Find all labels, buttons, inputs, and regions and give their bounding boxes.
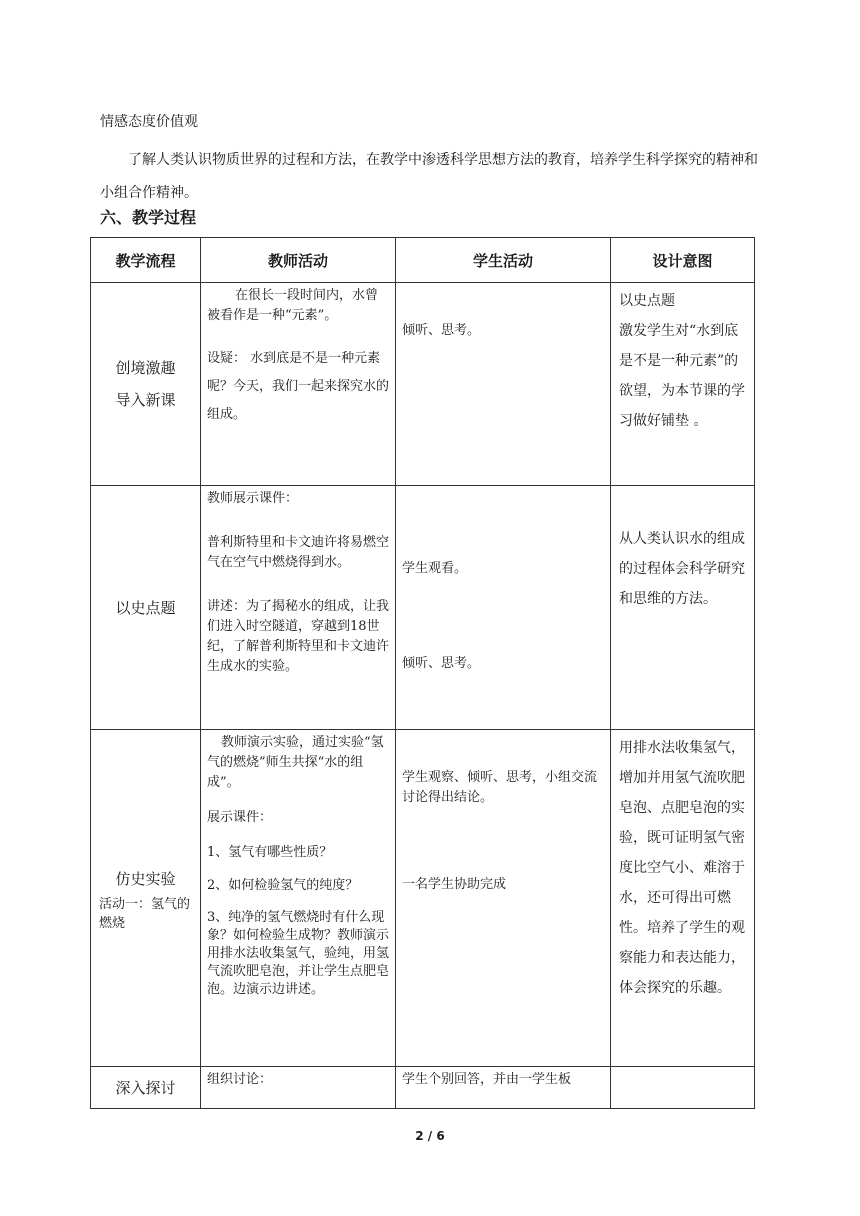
table-row [91,1067,755,1109]
row2-intent: 从人类认识水的组成的过程体会科学研究和思维的方法。 [611,486,755,730]
header-teacher: 教师活动 [201,238,396,283]
section-title: 六、教学过程 [100,208,197,227]
row4-flow: 深入探讨 [91,1067,201,1109]
teaching-process-table [90,237,755,1109]
row1-student: 倾听、思考。 [396,283,611,486]
table-row [91,486,755,730]
row4-intent [611,1067,755,1109]
page-number: 2 / 6 [415,1129,445,1143]
row3-student: 学生观察、倾听、思考，小组交流讨论得出结论。 一名学生协助完成 [396,730,611,1067]
table-row [91,730,755,1067]
row1-teacher: 在很长一段时间内，水曾被看作是一种“元素”。 设疑： 水到底是不是一种元素呢？今天，我们一起来探究水的组成。 [201,283,396,486]
row1-intent: 以史点题 激发学生对“水到底是不是一种元素”的欲望，为本节课的学习做好铺垫 。 [611,283,755,486]
header-intent: 设计意图 [611,238,755,283]
table-header-row [91,238,755,283]
row2-teacher: 教师展示课件： 普利斯特里和卡文迪许将易燃空气在空气中燃烧得到水。 讲述：为了揭秘水的组成，让我们进入时空隧道，穿越到18世纪，了解普利斯特里和卡文迪许生成水的实验。 [201,486,396,730]
header-student: 学生活动 [396,238,611,283]
header-flow: 教学流程 [91,238,201,283]
row3-flow: 仿史实验 活动一：氢气的燃烧 [91,730,201,1067]
row2-flow: 以史点题 [91,486,201,730]
row3-teacher: 教师演示实验，通过实验“氢气的燃烧”师生共探“水的组成”。 展示课件： 1、氢气有哪些性质？ 2、如何检验氢气的纯度？ 3、纯净的氢气燃烧时有什么现象？如何检验生成物？教师演示用排水法收集氢气，验纯，用氢气流吹肥皂泡，并让学生点肥皂泡。边演示边讲述。 [201,730,396,1067]
row1-flow: 创境激趣 导入新课 [91,283,201,486]
table-row [91,283,755,486]
row4-student: 学生个别回答，并由一学生板 [396,1067,611,1109]
row3-intent: 用排水法收集氢气，增加并用氢气流吹肥皂泡、点肥皂泡的实验，既可证明氢气密度比空气小、难溶于水，还可得出可燃性。培养了学生的观察能力和表达能力，体会探究的乐趣。 [611,730,755,1067]
row4-teacher: 组织讨论： [201,1067,396,1109]
row2-student: 学生观看。 倾听、思考。 [396,486,611,730]
values-heading: 情感态度价值观 [100,114,198,130]
values-paragraph: 了解人类认识物质世界的过程和方法，在教学中渗透科学思想方法的教育，培养学生科学探究的精神和小组合作精神。 [100,152,758,201]
